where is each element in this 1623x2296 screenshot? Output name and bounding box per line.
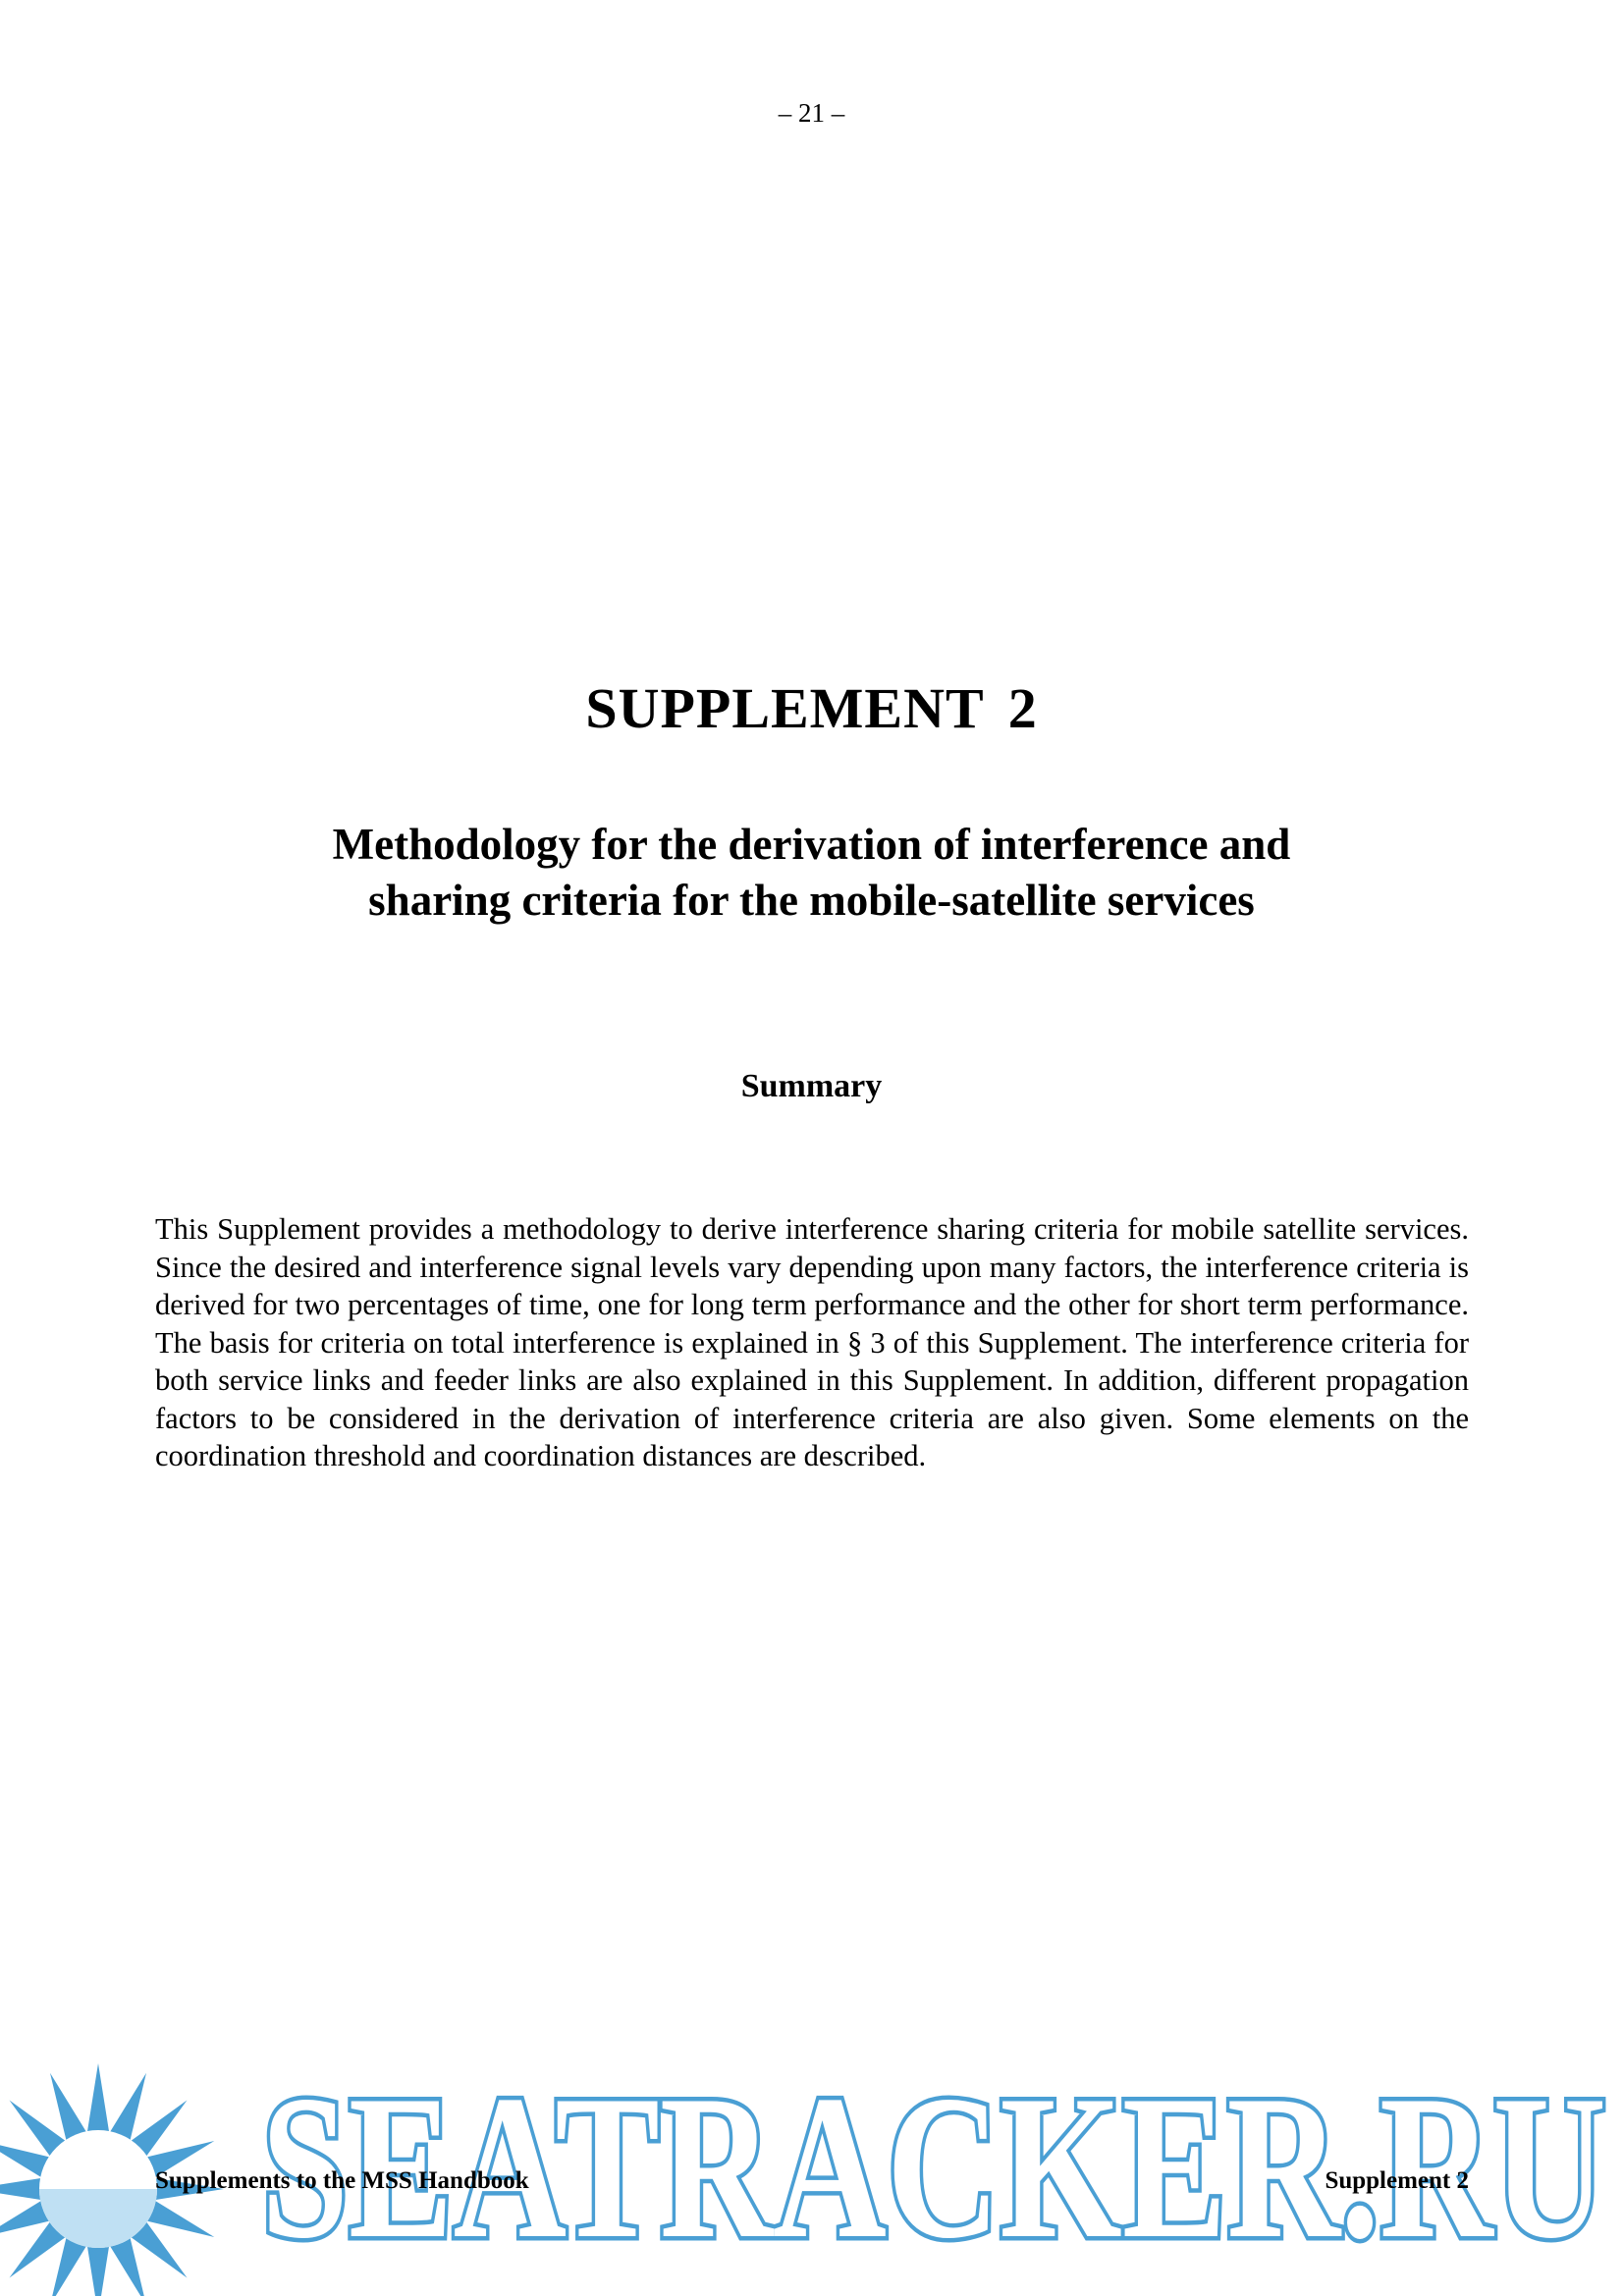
summary-heading: Summary xyxy=(740,1068,883,1104)
document-subtitle xyxy=(196,817,1427,929)
footer-left: Supplements to the MSS Handbook xyxy=(155,2167,529,2194)
supplement-title xyxy=(157,675,1466,741)
subtitle-line-2: sharing criteria for the mobile-satellite services xyxy=(368,876,1255,925)
supplement-title-number: 2 xyxy=(1007,676,1038,740)
subtitle-line-1: Methodology for the derivation of interference and xyxy=(332,820,1291,869)
watermark-text: SEATRACKER.RU xyxy=(261,2079,1606,2281)
footer-right: Supplement 2 xyxy=(1325,2167,1469,2194)
summary-paragraph: This Supplement provides a methodology to derive interference sharing criteria for mobile satellite services. Since the desired and interference signal levels vary depending upon many factors, the interference criteria is derived for two percentages of time, one for long term performance and the other for short term performance. The basis for criteria on total interference is explained in § 3 of this Supplement. The interference criteria for both service links and feeder links are also explained in this Supplement. In addition, different propagation factors to be considered in the derivation of interference criteria are also given. Some elements on the coordination threshold and coordination distances are described. xyxy=(155,1212,1469,1472)
page-number: – 21 – xyxy=(778,98,845,128)
supplement-title-word: SUPPLEMENT xyxy=(585,676,985,740)
